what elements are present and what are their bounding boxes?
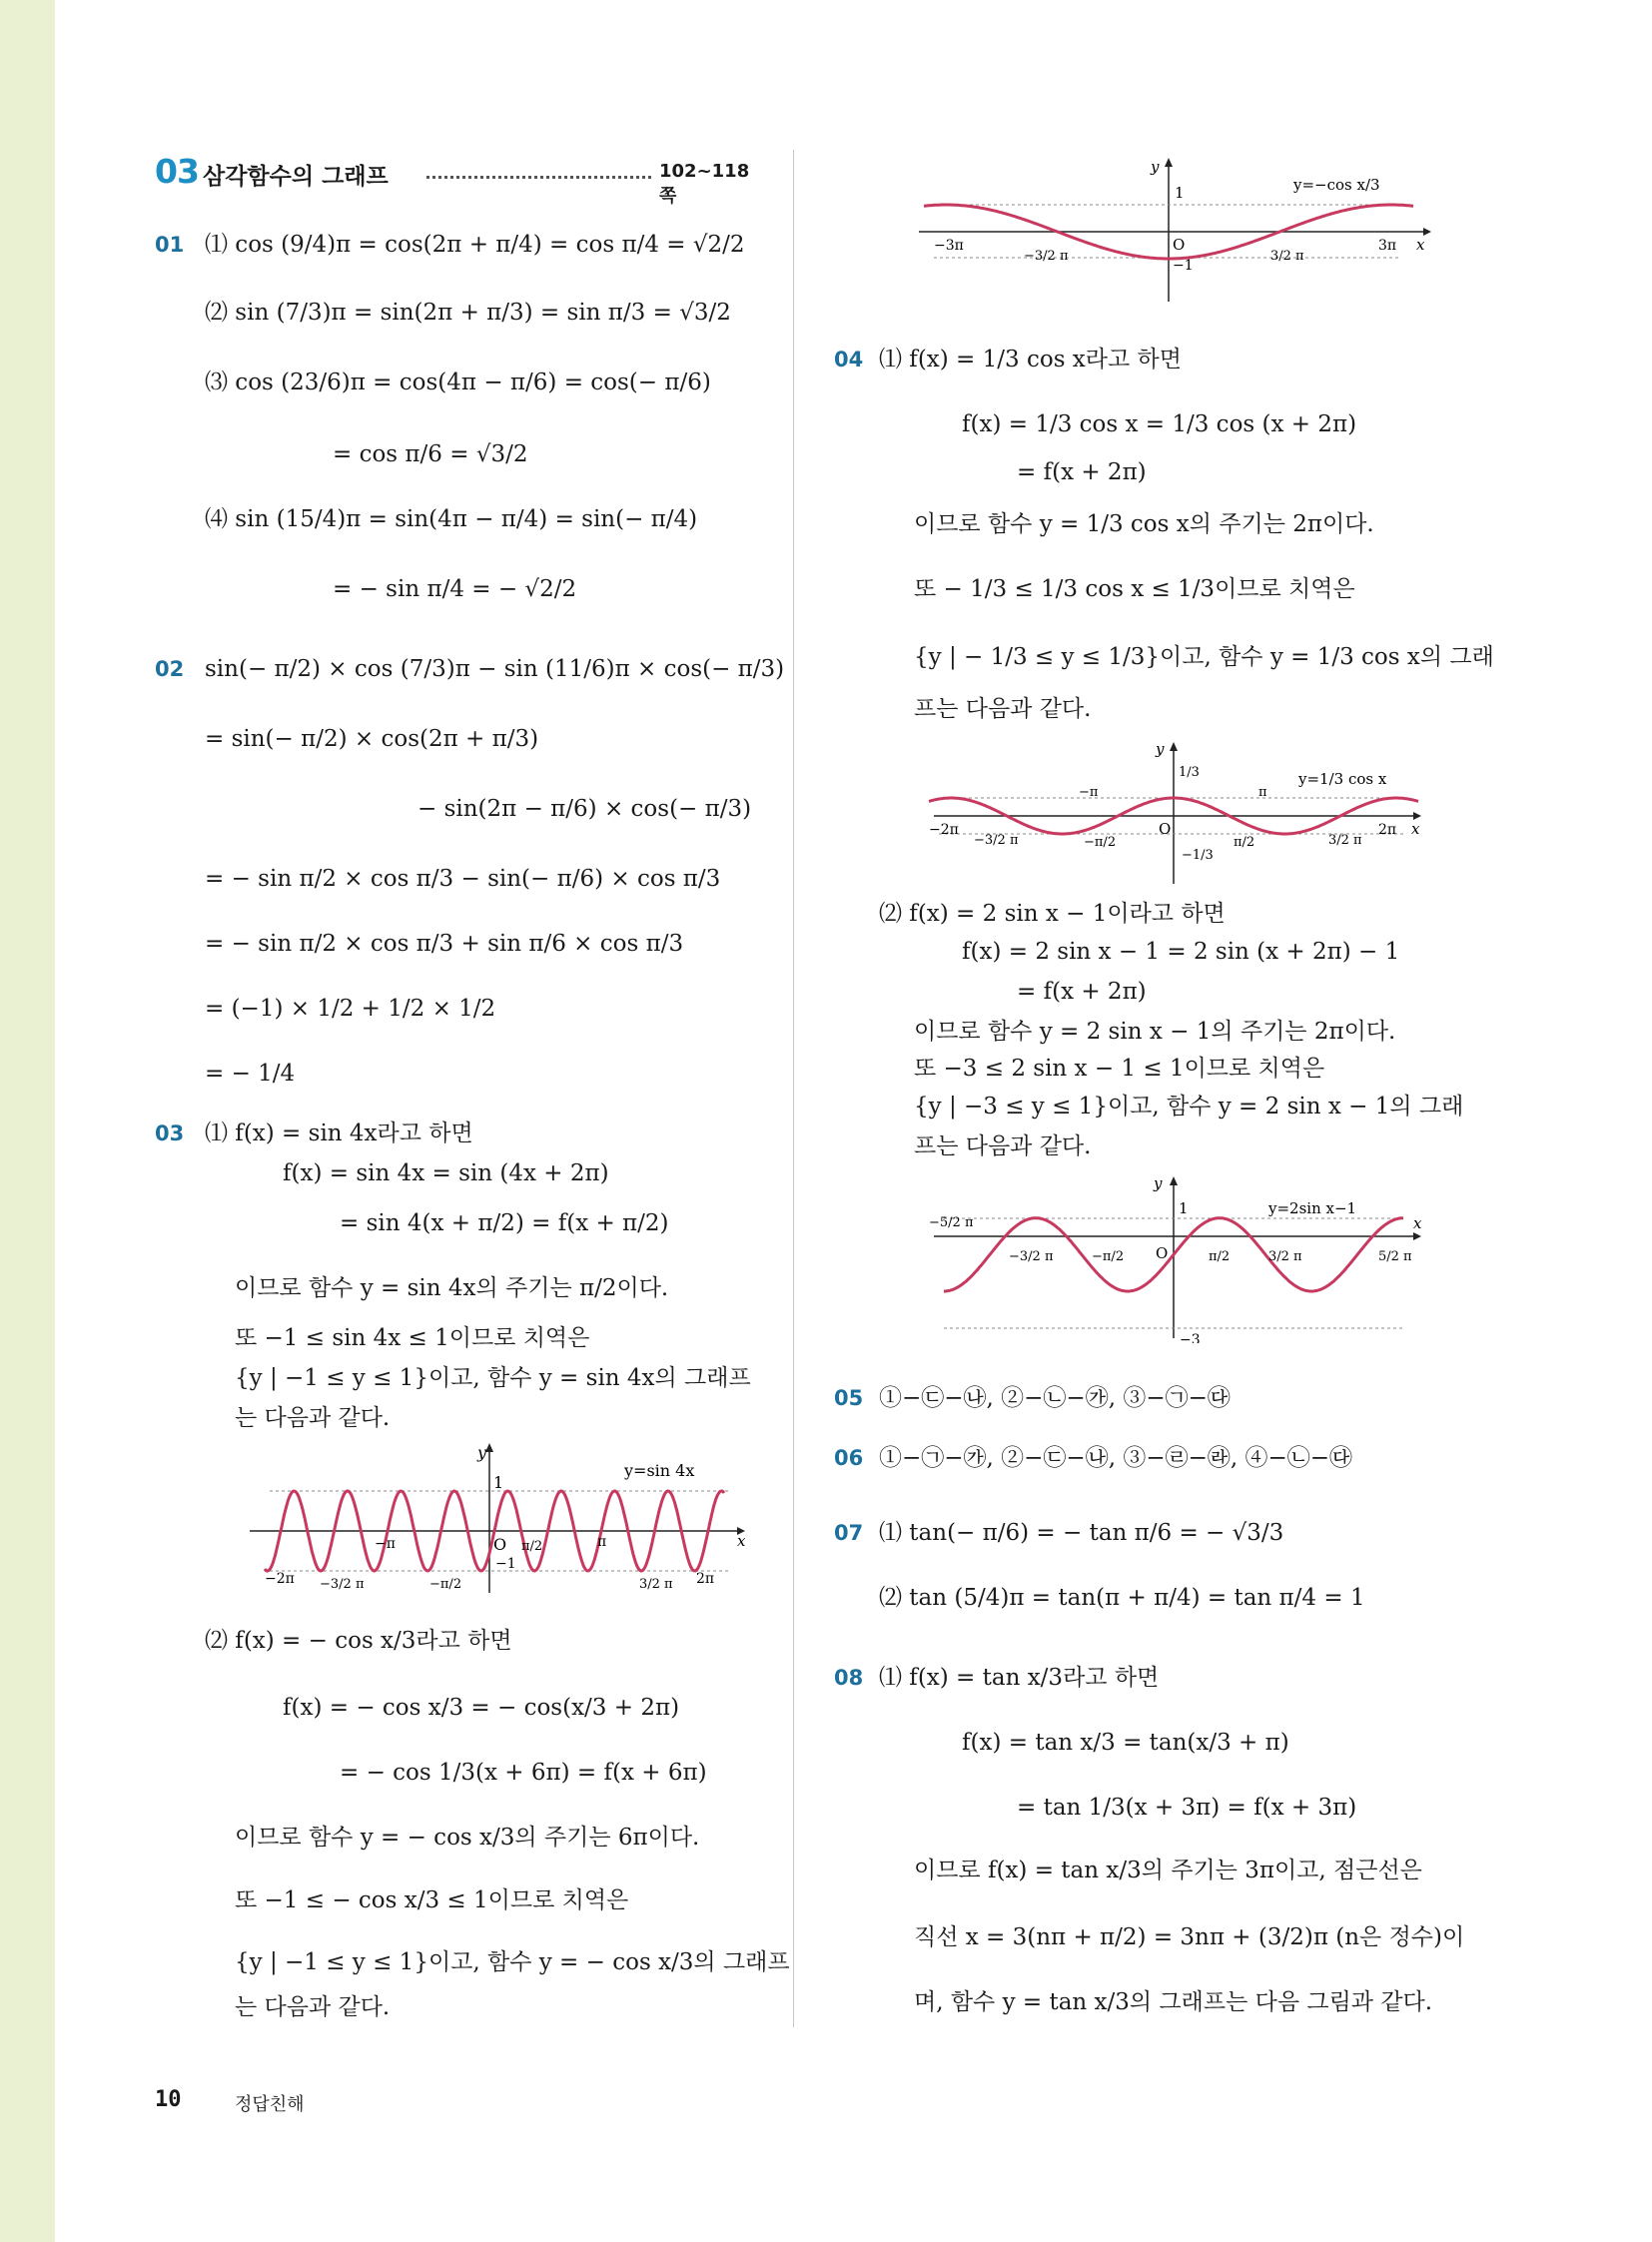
solution-line: 이므로 함수 y = sin 4x의 주기는 π/2이다. xyxy=(235,1275,669,1301)
axis-label-x: x xyxy=(1416,236,1425,254)
tick-label: π/2 xyxy=(1234,835,1255,850)
tick-label: 2π xyxy=(696,1571,715,1587)
section-number: 03 xyxy=(155,152,199,191)
tick-label: 2π xyxy=(1378,822,1397,838)
solution-line: = − sin π/2 × cos π/3 + sin π/6 × cos π/3 xyxy=(205,931,684,957)
solution-line: ⑶ cos (23/6)π = cos(4π − π/6) = cos(− π/6) xyxy=(205,370,711,395)
tick-label: 1 xyxy=(1179,1199,1189,1217)
graph-function-label: y=1/3 cos x xyxy=(1298,770,1387,788)
solution-line: = cos π/6 = √3/2 xyxy=(333,441,528,467)
tick-label: −3 xyxy=(1180,1332,1201,1343)
tick-label: 3/2 π xyxy=(1268,1249,1302,1264)
tick-label: 3/2 π xyxy=(1328,833,1362,848)
tick-label: −π/2 xyxy=(1084,835,1117,850)
tick-label: 1 xyxy=(493,1473,504,1492)
tick-label: −π xyxy=(1079,785,1099,800)
y-axis-arrow xyxy=(1170,742,1178,751)
problem-number: 05 xyxy=(834,1386,864,1410)
tick-label: π/2 xyxy=(521,1539,543,1554)
solution-line: = (−1) × 1/2 + 1/2 × 1/2 xyxy=(205,996,496,1022)
solution-line: ⑵ tan (5/4)π = tan(π + π/4) = tan π/4 = 1 xyxy=(879,1585,1365,1611)
solution-line: ⑵ f(x) = 2 sin x − 1이라고 하면 xyxy=(879,901,1226,927)
problem-number: 07 xyxy=(834,1521,864,1545)
solution-line: = f(x + 2π) xyxy=(1017,459,1147,485)
solution-line: = − cos 1/3(x + 6π) = f(x + 6π) xyxy=(340,1760,707,1786)
graph-neg-cos-x3 xyxy=(919,150,1438,305)
solution-line: 는 다음과 같다. xyxy=(235,1994,391,2020)
solution-line: 이므로 함수 y = 1/3 cos x의 주기는 2π이다. xyxy=(914,511,1374,537)
tick-label: −3/2 π xyxy=(320,1577,365,1592)
tick-label: π xyxy=(1258,785,1267,800)
tick-label: −5/2 π xyxy=(929,1215,974,1230)
solution-line: {y | −1 ≤ y ≤ 1}이고, 함수 y = sin 4x의 그래프 xyxy=(235,1365,751,1391)
graph-sin-4x xyxy=(250,1438,749,1598)
solution-line: 이므로 함수 y = − cos x/3의 주기는 6π이다. xyxy=(235,1825,700,1851)
problem-number: 08 xyxy=(834,1666,864,1690)
tick-label: −π/2 xyxy=(1092,1249,1125,1264)
x-axis-arrow xyxy=(1423,228,1431,236)
solution-line: = − sin π/2 × cos π/3 − sin(− π/6) × cos π/3 xyxy=(205,866,721,892)
solution-line: ⑷ sin (15/4)π = sin(4π − π/4) = sin(− π/4) xyxy=(205,506,698,532)
book-label: 정답친해 xyxy=(235,2094,305,2115)
tick-label: −2π xyxy=(265,1571,295,1587)
axis-label-x: x xyxy=(1411,820,1420,838)
problem-number: 03 xyxy=(155,1121,185,1145)
solution-line: 이므로 함수 y = 2 sin x − 1의 주기는 2π이다. xyxy=(914,1019,1396,1045)
tick-label: 1 xyxy=(1175,184,1185,202)
solution-line: ①−㉢−㉯, ②−㉡−㉮, ③−㉠−㉰ xyxy=(879,1385,1231,1411)
solution-line: = sin 4(x + π/2) = f(x + π/2) xyxy=(340,1210,669,1236)
column-divider xyxy=(793,150,794,2027)
solution-line: ⑴ f(x) = 1/3 cos x라고 하면 xyxy=(879,347,1182,373)
solution-line: f(x) = 1/3 cos x = 1/3 cos (x + 2π) xyxy=(962,411,1357,437)
tick-label: −1 xyxy=(495,1556,516,1572)
axis-label-y: y xyxy=(477,1443,487,1462)
tick-label: 1/3 xyxy=(1179,765,1200,780)
problem-number: 01 xyxy=(155,233,185,257)
section-header xyxy=(155,152,754,207)
tick-label: −3/2 π xyxy=(1024,249,1069,264)
section-pages: 102~118쪽 xyxy=(659,161,750,207)
solution-line: 며, 함수 y = tan x/3의 그래프는 다음 그림과 같다. xyxy=(914,1989,1433,2015)
solution-line: = tan 1/3(x + 3π) = f(x + 3π) xyxy=(1017,1795,1357,1821)
solution-line: f(x) = − cos x/3 = − cos(x/3 + 2π) xyxy=(283,1695,680,1721)
solution-line: ⑴ f(x) = sin 4x라고 하면 xyxy=(205,1121,473,1146)
solution-line: {y | −3 ≤ y ≤ 1}이고, 함수 y = 2 sin x − 1의 그래 xyxy=(914,1094,1464,1120)
origin-label: O xyxy=(493,1535,507,1554)
solution-line: ①−㉠−㉮, ②−㉢−㉯, ③−㉣−㉱, ④−㉡−㉰ xyxy=(879,1445,1353,1471)
y-axis-arrow xyxy=(1170,1176,1178,1185)
axis-label-x: x xyxy=(1413,1214,1422,1232)
tick-label: −1 xyxy=(1173,258,1194,274)
tick-label: −3/2 π xyxy=(974,833,1019,848)
axis-label-x: x xyxy=(737,1532,746,1550)
solution-line: = − 1/4 xyxy=(205,1061,296,1087)
solution-line: = f(x + 2π) xyxy=(1017,979,1147,1005)
solution-line: ⑴ tan(− π/6) = − tan π/6 = − √3/3 xyxy=(879,1520,1284,1546)
x-axis-arrow xyxy=(1413,1232,1421,1240)
tick-label: −3/2 π xyxy=(1009,1249,1054,1264)
solution-line: sin(− π/2) × cos (7/3)π − sin (11/6)π × cos(− π/3) xyxy=(205,656,785,682)
tick-label: −2π xyxy=(929,822,959,838)
solution-line: f(x) = sin 4x = sin (4x + 2π) xyxy=(283,1160,609,1186)
solution-line: 이므로 f(x) = tan x/3의 주기는 3π이고, 점근선은 xyxy=(914,1858,1422,1883)
section-title: 삼각함수의 그래프 xyxy=(203,164,389,190)
y-axis-arrow xyxy=(1165,158,1173,167)
solution-line: f(x) = 2 sin x − 1 = 2 sin (x + 2π) − 1 xyxy=(962,939,1400,965)
solution-line: = − sin π/4 = − √2/2 xyxy=(333,576,577,602)
tick-label: π xyxy=(597,1534,607,1550)
page-margin-band xyxy=(0,0,55,2242)
problem-number: 04 xyxy=(834,348,864,372)
tick-label: 5/2 π xyxy=(1378,1249,1412,1264)
problem-number: 02 xyxy=(155,657,185,681)
axis-label-y: y xyxy=(1154,1174,1163,1192)
axis-label-y: y xyxy=(1151,158,1160,176)
solution-line: ⑴ f(x) = tan x/3라고 하면 xyxy=(879,1665,1160,1691)
tick-label: −π xyxy=(375,1536,396,1552)
solution-line: ⑵ sin (7/3)π = sin(2π + π/3) = sin π/3 = √3/2 xyxy=(205,300,731,326)
origin-label: O xyxy=(1159,820,1172,838)
origin-label: O xyxy=(1156,1244,1169,1262)
problem-number: 06 xyxy=(834,1446,864,1470)
tick-label: π/2 xyxy=(1209,1249,1231,1264)
graph-function-label: y=sin 4x xyxy=(624,1461,695,1480)
solution-line: 또 − 1/3 ≤ 1/3 cos x ≤ 1/3이므로 치역은 xyxy=(914,576,1355,602)
page-number: 10 xyxy=(155,2087,182,2112)
solution-line: ⑴ cos (9/4)π = cos(2π + π/4) = cos π/4 = √2/2 xyxy=(205,232,745,258)
solution-line: {y | − 1/3 ≤ y ≤ 1/3}이고, 함수 y = 1/3 cos x의 그래 xyxy=(914,644,1494,670)
solution-line: = sin(− π/2) × cos(2π + π/3) xyxy=(205,726,539,752)
axis-label-y: y xyxy=(1156,740,1165,758)
solution-line: {y | −1 ≤ y ≤ 1}이고, 함수 y = − cos x/3의 그래프 xyxy=(235,1949,790,1975)
tick-label: 3/2 π xyxy=(1270,249,1304,264)
solution-line: 는 다음과 같다. xyxy=(235,1405,391,1431)
tick-label: 3π xyxy=(1378,238,1397,254)
solution-line: ⑵ f(x) = − cos x/3라고 하면 xyxy=(205,1628,512,1654)
leader-dots xyxy=(426,176,651,179)
solution-line: 직선 x = 3(nπ + π/2) = 3nπ + (3/2)π (n은 정수)이 xyxy=(914,1924,1465,1950)
solution-line: − sin(2π − π/6) × cos(− π/3) xyxy=(417,796,752,822)
y-axis-arrow xyxy=(485,1443,493,1452)
tick-label: −1/3 xyxy=(1182,848,1214,863)
tick-label: −π/2 xyxy=(429,1577,462,1592)
graph-2sin-x-minus-1 xyxy=(924,1168,1433,1343)
solution-line: 프는 다음과 같다. xyxy=(914,1133,1092,1159)
solution-line: 또 −3 ≤ 2 sin x − 1 ≤ 1이므로 치역은 xyxy=(914,1056,1325,1082)
curve-sin-4x xyxy=(265,1491,724,1571)
solution-line: 프는 다음과 같다. xyxy=(914,696,1092,722)
tick-label: −3π xyxy=(934,238,964,254)
origin-label: O xyxy=(1173,236,1186,254)
solution-line: f(x) = tan x/3 = tan(x/3 + π) xyxy=(962,1730,1289,1756)
graph-function-label: y=2sin x−1 xyxy=(1268,1199,1357,1217)
x-axis-arrow xyxy=(1413,812,1421,820)
tick-label: 3/2 π xyxy=(639,1577,673,1592)
graph-function-label: y=−cos x/3 xyxy=(1293,176,1380,194)
solution-line: 또 −1 ≤ sin 4x ≤ 1이므로 치역은 xyxy=(235,1325,590,1351)
solution-line: 또 −1 ≤ − cos x/3 ≤ 1이므로 치역은 xyxy=(235,1887,629,1913)
graph-third-cos-x xyxy=(924,734,1433,889)
